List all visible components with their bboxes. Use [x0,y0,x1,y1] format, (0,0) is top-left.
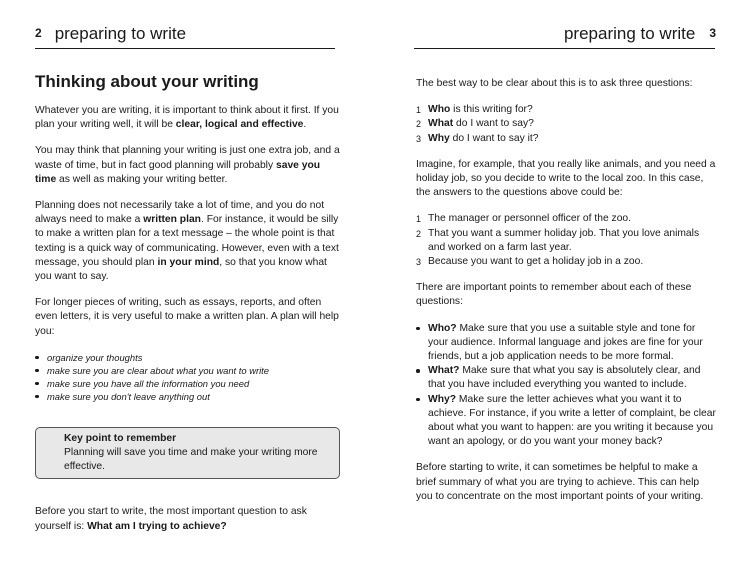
paragraph-3 [35,199,340,284]
question-keyword: Who [428,104,451,116]
header-rule-left [35,48,335,49]
answer-text: The manager or personnel officer of the zoo. [428,213,632,225]
paragraph-2-bold: save you time [35,159,321,185]
list-item [416,212,716,226]
paragraph-5-text-a: Before you start to write, the most important question to ask yourself is: [35,506,307,532]
paragraph-5-bold: What am I trying to achieve? [87,520,227,532]
questions-list [416,103,716,146]
list-item: make sure you are clear about what you want to write [35,364,340,377]
point-keyword: Why? [428,393,457,405]
list-item [416,227,716,255]
point-text: Make sure that what you say is absolutely clear, and that you have included everything you wanted to include. [428,365,701,391]
list-item [416,117,716,131]
running-head-title-left: preparing to write [54,24,187,43]
list-item [416,255,716,269]
point-text: Make sure the letter achieves what you want it to achieve. For instance, if you write a letter of complaint, be clear about what you want to happen: are you writing it because you want an apology, or do you want your money back? [428,393,716,448]
paragraph-4: For longer pieces of writing, such as essays, reports, and often even letters, it is very useful to make a written plan. A plan will help you: [35,297,339,337]
key-point-text: Planning will save you time and make your writing more effective. [64,447,318,473]
intro-paragraph: The best way to be clear about this is to ask three questions: [416,78,693,89]
right-page [375,0,750,569]
paragraph-1-text-b: . [303,119,307,131]
paragraph-2 [35,144,340,187]
paragraph-3-bold-a: written plan [143,214,201,226]
list-number: 3 [416,133,422,144]
paragraph-1 [35,104,340,132]
question-text: do I want to say? [453,118,534,130]
point-keyword: Who? [428,322,457,334]
point-text: Make sure that you use a suitable style and tone for your audience. Informal language and jokes are fine for your friends, but a job application needs to be more formal. [428,322,703,363]
paragraph-1-bold: clear, logical and effective [175,119,304,131]
header-rule-right [414,48,715,49]
paragraph-3-bold-b: in your mind [157,256,220,268]
list-item [416,132,716,146]
question-text: is this writing for? [450,104,533,116]
point-keyword: What? [428,365,460,377]
answers-list [416,212,716,269]
paragraph-5 [35,505,340,533]
key-point-title: Key point to remember [64,432,177,444]
answer-text: That you want a summer holiday job. That you love animals and worked on a farm last year. [428,227,700,253]
paragraph-3-text-c: , so that you know what you want to say. [35,256,327,283]
left-column [35,72,340,546]
paragraph-3-text-a: Planning does not necessarily take a lot of time, and you do not always need to make a [35,200,325,226]
list-item [416,103,716,117]
key-point-box [35,427,340,480]
paragraph-2-text-b: as well as making your writing better. [56,173,228,185]
running-head-title-right: preparing to write [563,24,696,43]
list-item: make sure you don't leave anything out [35,390,340,403]
closing-paragraph: Before starting to write, it can sometimes be helpful to make a brief summary of what you are trying to achieve. This can help you to concentrate on the most important points of your writing. [416,462,704,502]
list-item: organize your thoughts [35,351,340,364]
question-keyword: What [428,118,454,130]
paragraph-3-text-b: . For instance, it would be silly to make a written plan for a text message – the whole point is that texting is a quick way of communicating. However, even with a text message, you should plan [35,214,339,268]
page-number-right: 3 [709,26,716,40]
paragraph-2-text-a: You may think that planning your writing is just one extra job, and a waste of time, but in fact good planning will probably [35,145,340,171]
list-number: 3 [416,257,422,268]
plan-benefits-list [35,351,340,403]
paragraph-1-text-a: Whatever you are writing, it is important to think about it first. If you plan your writing well, it will be [35,105,339,131]
list-item [416,322,716,365]
points-intro-paragraph: There are important points to remember about each of these questions: [416,282,692,308]
list-number: 1 [416,105,422,116]
answer-text: Because you want to get a holiday job in a zoo. [428,256,644,268]
example-paragraph: Imagine, for example, that you really like animals, and you need a holiday job, so you decide to write to the local zoo. In this case, the answers to the questions above could be: [416,158,716,199]
running-head-left [35,24,186,44]
list-number: 2 [416,228,422,239]
points-list [416,322,716,450]
list-item [416,393,716,450]
list-item: make sure you have all the information you need [35,377,340,390]
question-keyword: Why [428,132,450,144]
list-item [416,364,716,392]
page-number-left: 2 [35,26,42,40]
right-column [416,77,716,516]
list-number: 2 [416,119,422,130]
running-head-right [564,24,716,44]
section-heading: Thinking about your writing [35,72,259,91]
question-text: do I want to say it? [449,132,539,144]
list-number: 1 [416,214,422,225]
